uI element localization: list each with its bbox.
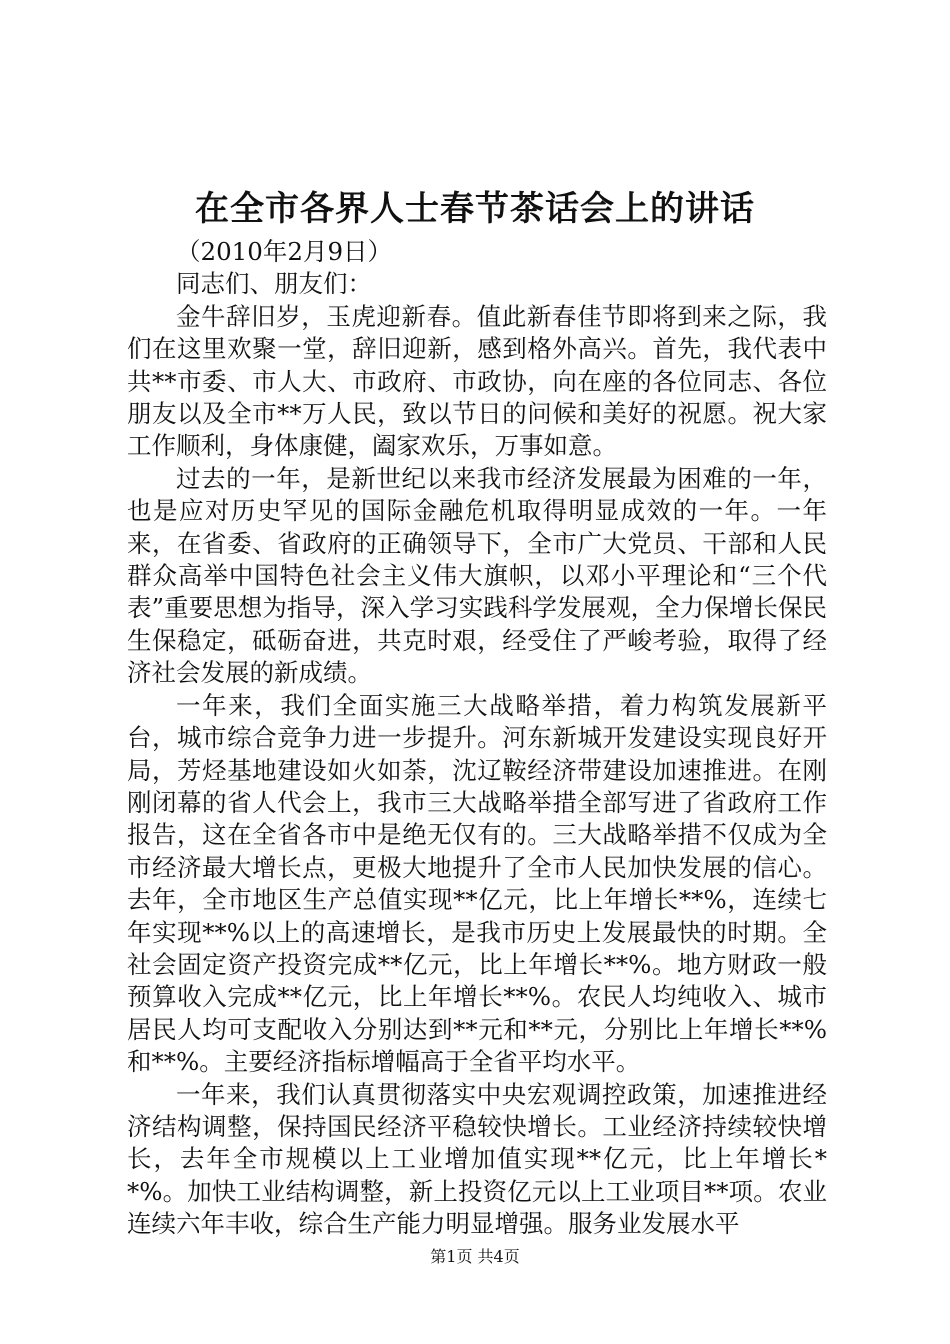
paragraph-4: 一年来，我们认真贯彻落实中央宏观调控政策，加速推进经济结构调整，保持国民经济平稳较快增长。工业经济持续较快增长，去年全市规模以上工业增加值实现**亿元，比上年增长**%。加快工业结构调整，新上投资亿元以上工业项目**项。农业连续六年丰收，综合生产能力明显增强。服务业发展水平	[127, 1079, 827, 1239]
paragraph-3: 一年来，我们全面实施三大战略举措，着力构筑发展新平台，城市综合竞争力进一步提升。河东新城开发建设实现良好开局，芳烃基地建设如火如荼，沈辽鞍经济带建设加速推进。在刚刚闭幕的省人代会上，我市三大战略举措全部写进了省政府工作报告，这在全省各市中是绝无仅有的。三大战略举措不仅成为全市经济最大增长点，更极大地提升了全市人民加快发展的信心。去年，全市地区生产总值实现**亿元，比上年增长**%，连续七年实现**%以上的高速增长，是我市历史上发展最快的时期。全社会固定资产投资完成**亿元，比上年增长**%。地方财政一般预算收入完成**亿元，比上年增长**%。农民人均纯收入、城市居民人均可支配收入分别达到**元和**元，分别比上年增长**%和**%。主要经济指标增幅高于全省平均水平。	[127, 690, 827, 1077]
document-body	[127, 236, 827, 1241]
paragraph-2: 过去的一年，是新世纪以来我市经济发展最为困难的一年，也是应对历史罕见的国际金融危机取得明显成效的一年。一年来，在省委、省政府的正确领导下，全市广大党员、干部和人民群众高举中国特色社会主义伟大旗帜，以邓小平理论和“三个代表”重要思想为指导，深入学习实践科学发展观，全力保增长保民生保稳定，砥砺奋进，共克时艰，经受住了严峻考验，取得了经济社会发展的新成绩。	[127, 463, 827, 688]
page-footer: 第1页 共4页	[430, 1247, 520, 1266]
paragraph-1: 金牛辞旧岁，玉虎迎新春。值此新春佳节即将到来之际，我们在这里欢聚一堂，辞旧迎新，感到格外高兴。首先，我代表中共**市委、市人大、市政府、市政协，向在座的各位同志、各位朋友以及全市**万人民，致以节日的问候和美好的祝愿。祝大家工作顺利，身体康健，阖家欢乐，万事如意。	[127, 301, 827, 461]
document-salutation: 同志们、朋友们：	[176, 269, 372, 299]
document-date: （2010年2月9日）	[176, 237, 393, 266]
document-title: 在全市各界人士春节茶话会上的讲话	[195, 189, 755, 229]
